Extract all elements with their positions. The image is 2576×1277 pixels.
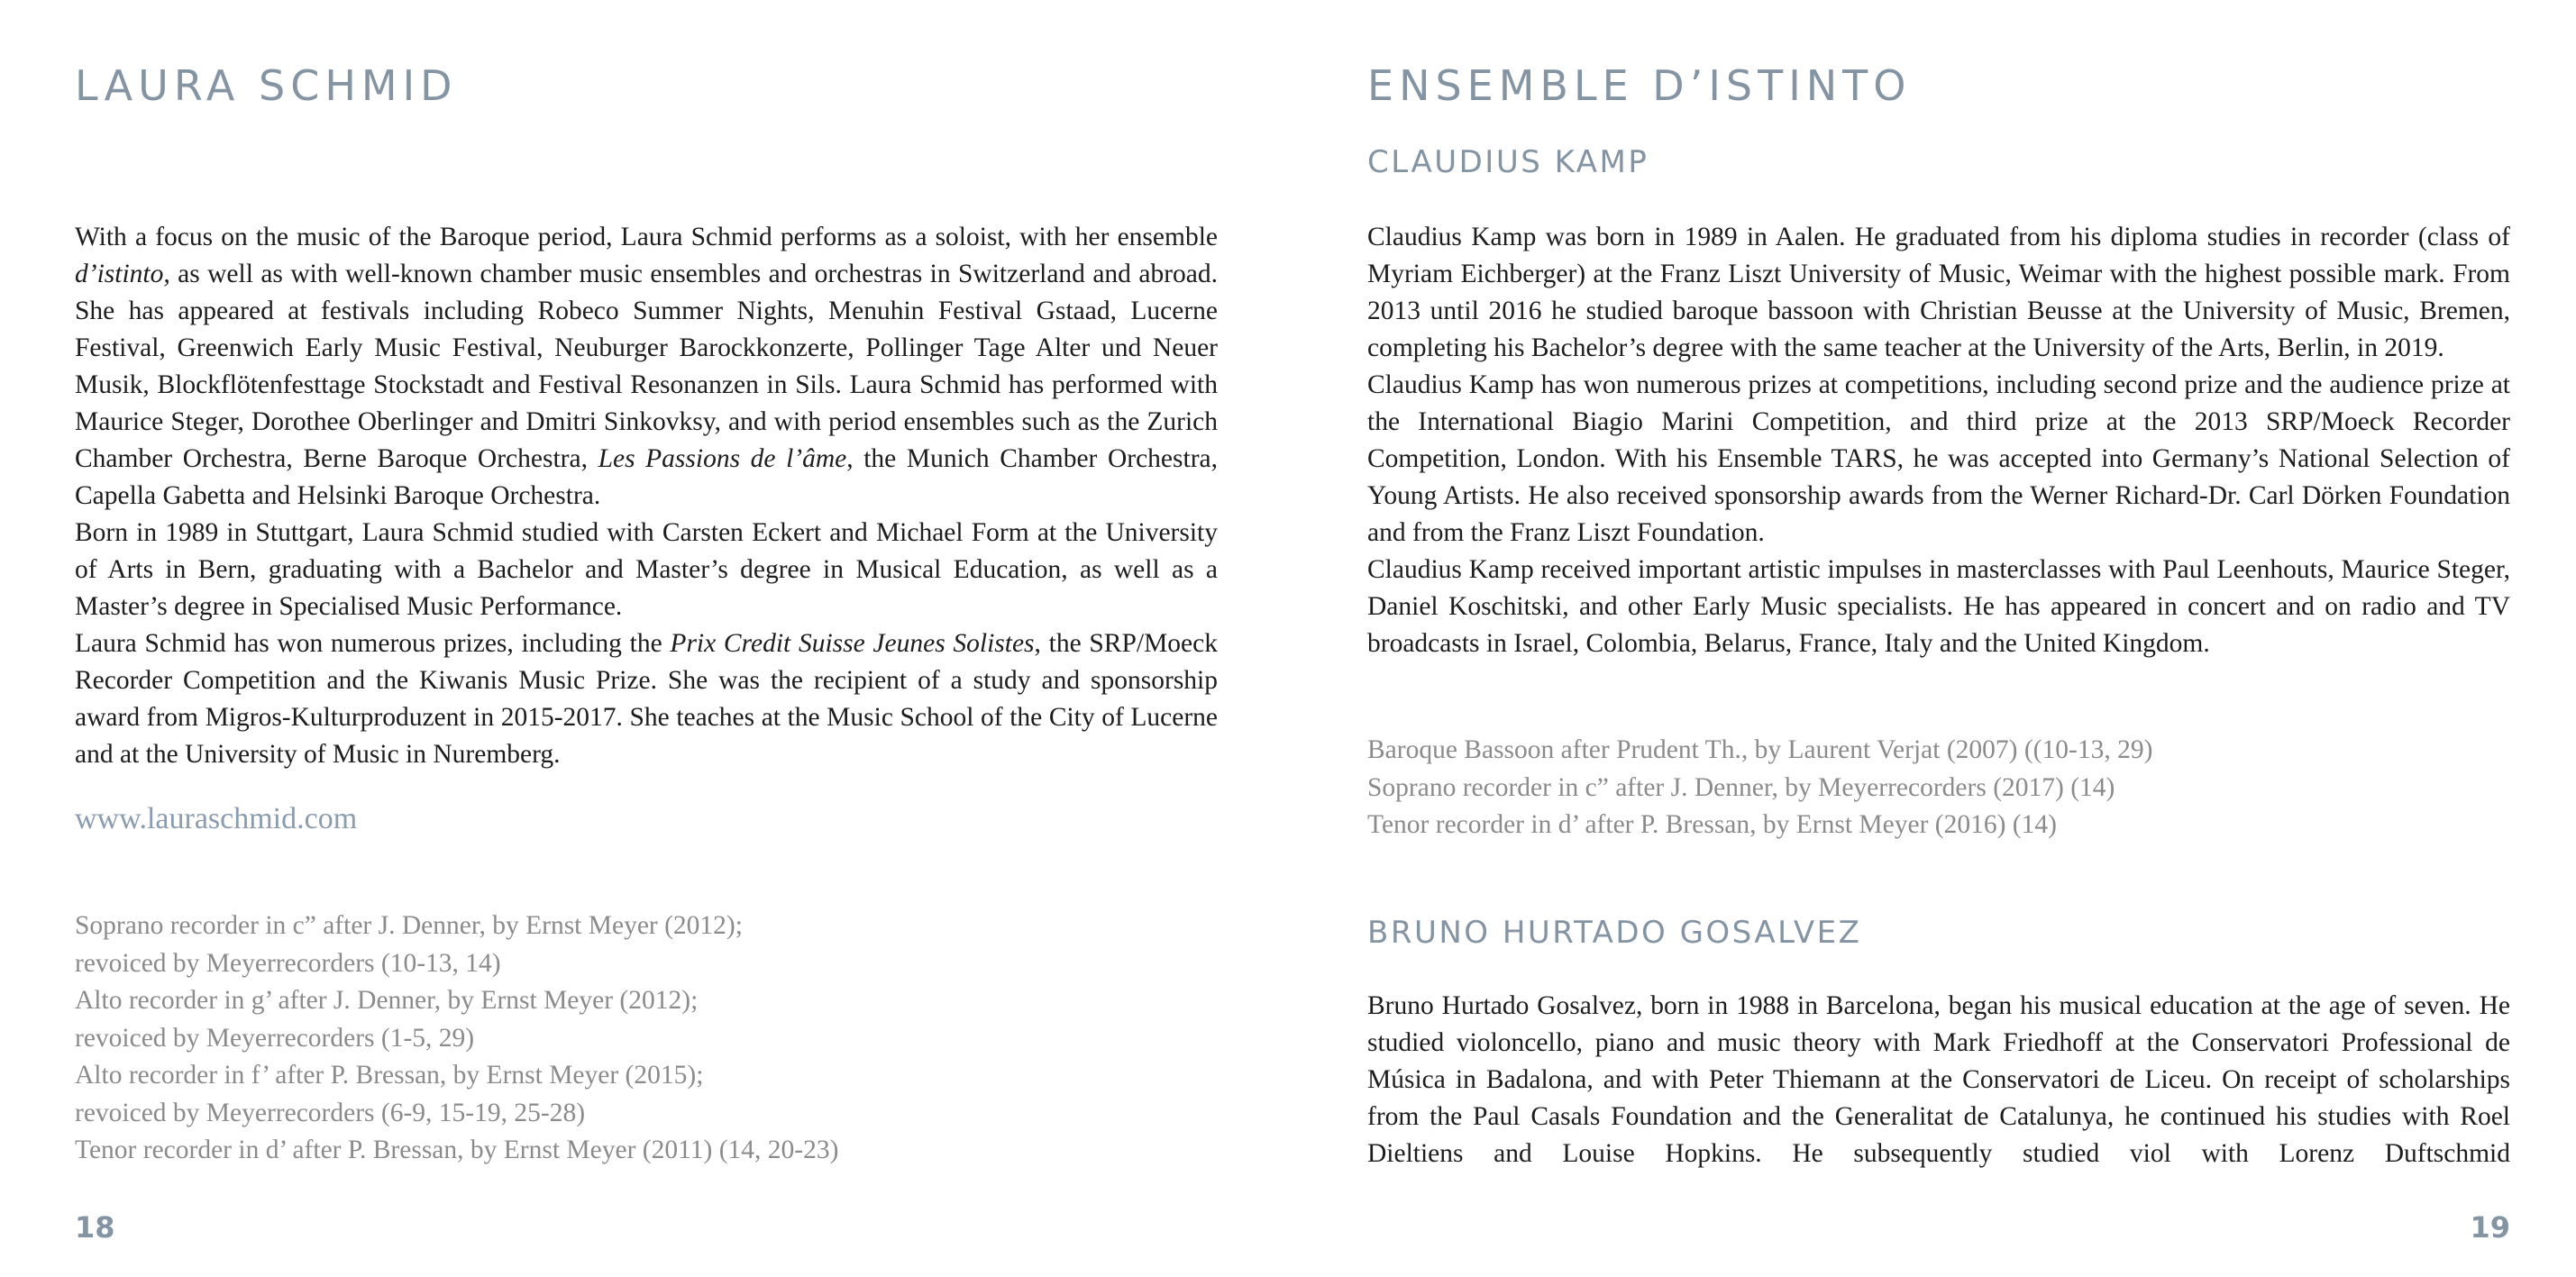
right-page: [1367, 0, 2510, 1277]
instrument-item: Soprano recorder in c” after J. Denner, by Meyerrecorders (2017) (14): [1367, 772, 2115, 802]
page-number: 18: [75, 1210, 115, 1245]
instrument-item: Tenor recorder in d’ after P. Bressan, by Ernst Meyer (2016) (14): [1367, 810, 2057, 839]
bio-text: Laura Schmid has won numerous prizes, including the: [75, 629, 671, 658]
ensemble-name: Les Passions de l’âme: [598, 444, 847, 473]
laura-schmid-bio: [75, 219, 1218, 773]
instrument-item: Baroque Bassoon after Prudent Th., by Laurent Verjat (2007) ((10-13, 29): [1367, 735, 2153, 764]
bio-text: as well as with well-known chamber music ensembles and orchestras in Switzerland and abroad. She has appeared at festivals including Robeco Summer Nights, Menuhin Festival Gstaad, Lucerne Festival, Greenwich Early Music Festival, Neuburger Barockkonzerte, Pollinger Tage Alter und Neuer Musik, Blockflötenfesttage Stockstadt and Festival Resonanzen in Sils. Laura Schmid has performed with Maurice Steger, Dorothee Oberlinger and Dmitri Sinkovksy, and with period ensembles such as the Zurich Chamber Orchestra, Berne Baroque Orchestra,: [75, 260, 1218, 473]
page-heading: ENSEMBLE D’ISTINTO: [1367, 61, 1912, 110]
bio-paragraph-2: Born in 1989 in Stuttgart, Laura Schmid studied with Carsten Eckert and Michael Form at the University of Arts in Bern, graduating with a Bachelor and Master’s degree in Musical Education, as well as a Master’s degree in Specialised Music Performance.: [75, 518, 1218, 621]
bio-paragraph-1: Claudius Kamp was born in 1989 in Aalen. He graduated from his diploma studies in recorder (class of Myriam Eichberger) at the Franz Liszt University of Music, Weimar with the highest possible mark. From 2013 until 2016 he studied baroque bassoon with Christian Beusse at the University of Music, Bremen, completing his Bachelor’s degree with the same teacher at the University of the Arts, Berlin, in 2019.: [1367, 223, 2510, 362]
instrument-list: [75, 908, 838, 1170]
ensemble-name: d’istinto,: [75, 260, 170, 288]
left-page: [75, 0, 1218, 1277]
website-link[interactable]: www.lauraschmid.com: [75, 802, 358, 835]
instrument-item: Soprano recorder in c” after J. Denner, by Ernst Meyer (2012);: [75, 911, 743, 940]
bio-paragraph-2: Claudius Kamp has won numerous prizes at competitions, including second prize and the audience prize at the International Biagio Marini Competition, and third prize at the 2013 SRP/Moeck Recorder Competition, London. With his Ensemble TARS, he was accepted into Germany’s National Selection of Young Artists. He also received sponsorship awards from the Werner Richard-Dr. Carl Dörken Foundation and from the Franz Liszt Foundation.: [1367, 370, 2510, 547]
instrument-item: Alto recorder in f’ after P. Bressan, by Ernst Meyer (2015);: [75, 1061, 704, 1090]
instrument-list: [1367, 732, 2152, 844]
bio-text: , the SRP/Moeck Recorder Competition and the Kiwanis Music Prize. She was the recipient of a study and sponsorship award from Migros-Kulturproduzent in 2015-2017. She teaches at the Music School of the City of Lucerne and at the University of Music in Nuremberg.: [75, 629, 1218, 769]
bio-text: , the Munich Chamber Orchestra, Capella Gabetta and Helsinki Baroque Orchestra.: [75, 444, 1218, 510]
instrument-item: revoiced by Meyerrecorders (6-9, 15-19, 25-28): [75, 1098, 586, 1127]
section-heading-claudius-kamp: CLAUDIUS KAMP: [1367, 144, 1649, 180]
page-heading: LAURA SCHMID: [75, 61, 458, 110]
page-number: 19: [2470, 1210, 2510, 1245]
bio-paragraph-1: [75, 219, 1218, 515]
bio-paragraph-1: Bruno Hurtado Gosalvez, born in 1988 in Barcelona, began his musical education at the age of seven. He studied violoncello, piano and music theory with Mark Friedhoff at the Conservatori Professional de Música in Badalona, and with Peter Thiemann at the Conservatori de Liceu. On receipt of scholarships from the Paul Casals Foundation and the Generalitat de Catalunya, he continued his studies with Roel Dieltiens and Louise Hopkins. He subsequently studied viol with Lorenz Duftschmid: [1367, 991, 2510, 1168]
section-heading-bruno-hurtado: BRUNO HURTADO GOSALVEZ: [1367, 915, 1862, 951]
bruno-hurtado-bio: [1367, 988, 2510, 1172]
bio-paragraph-3: Claudius Kamp received important artistic impulses in masterclasses with Paul Leenhouts, Maurice Steger, Daniel Koschitski, and other Early Music specialists. He has appeared in concert and on radio and TV broadcasts in Israel, Colombia, Belarus, France, Italy and the United Kingdom.: [1367, 555, 2510, 658]
instrument-item: Alto recorder in g’ after J. Denner, by Ernst Meyer (2012);: [75, 986, 699, 1015]
instrument-item: revoiced by Meyerrecorders (1-5, 29): [75, 1023, 475, 1053]
bio-paragraph-3: [75, 625, 1218, 773]
prize-name: Prix Credit Suisse Jeunes Solistes: [670, 629, 1035, 658]
instrument-item: revoiced by Meyerrecorders (10-13, 14): [75, 948, 501, 978]
instrument-item: Tenor recorder in d’ after P. Bressan, by Ernst Meyer (2011) (14, 20-23): [75, 1136, 839, 1164]
claudius-kamp-bio: [1367, 219, 2510, 662]
bio-text: With a focus on the music of the Baroque period, Laura Schmid performs as a soloist, with her ensemble: [75, 223, 1218, 251]
